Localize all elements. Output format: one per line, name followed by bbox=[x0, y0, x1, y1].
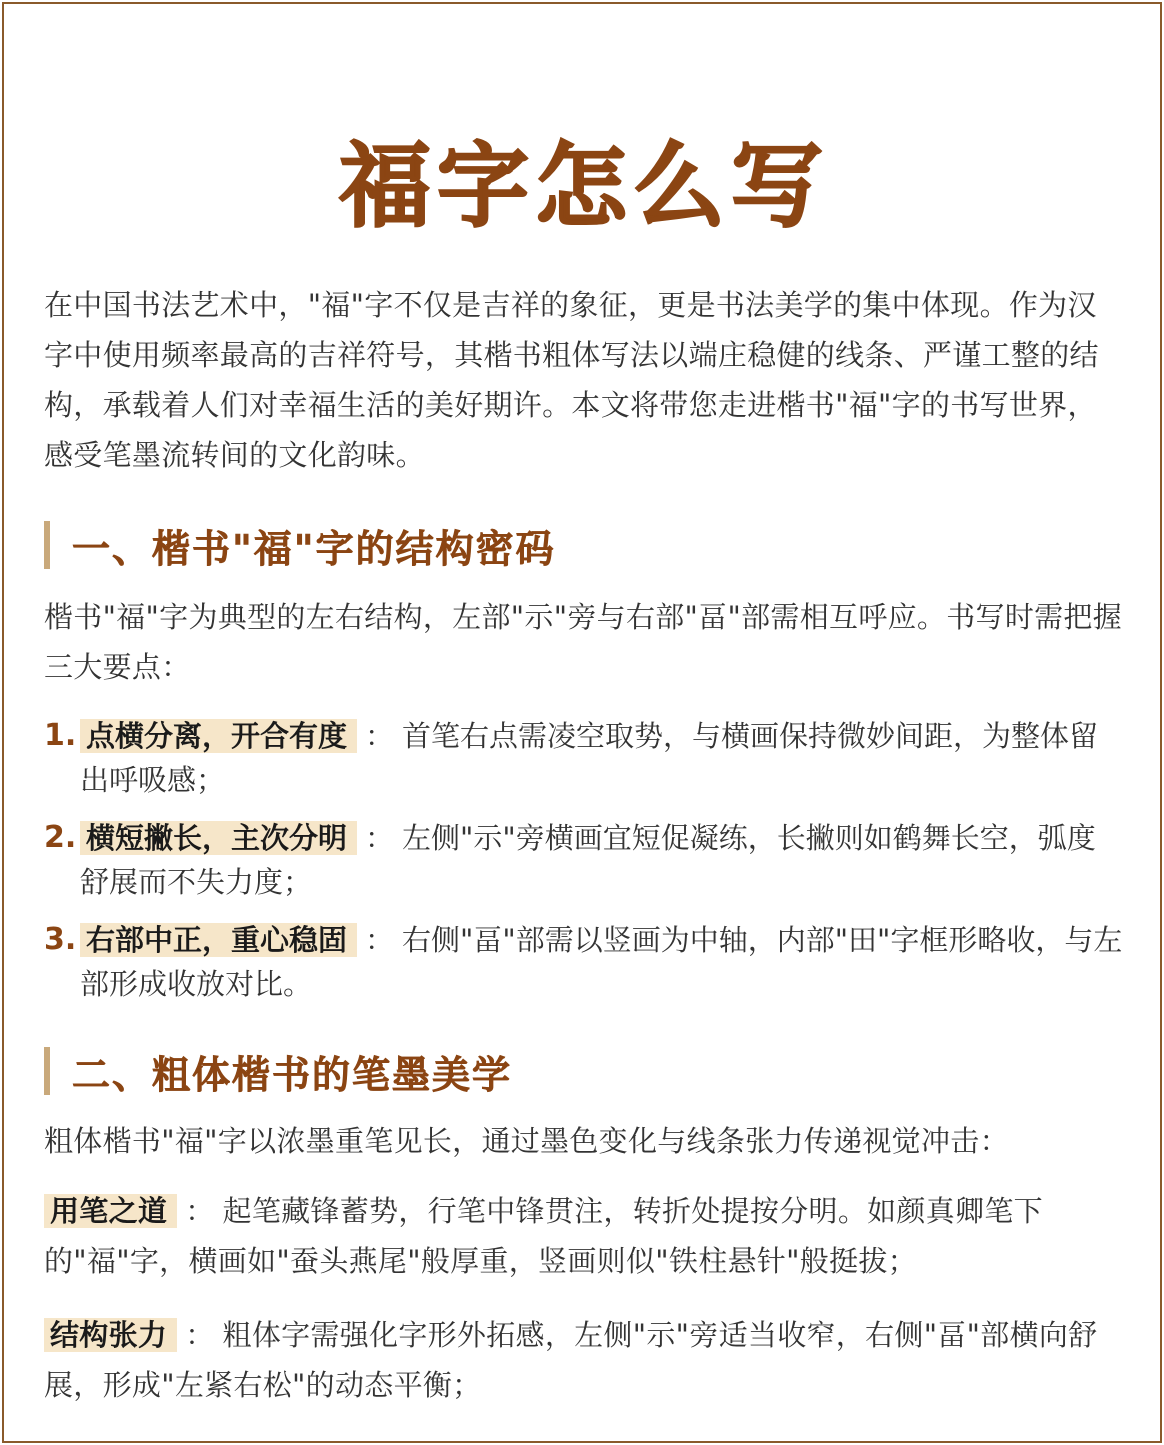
structure-block bbox=[44, 1310, 1124, 1410]
section-1-heading bbox=[44, 520, 1124, 570]
list-item-number: 3. bbox=[44, 922, 77, 957]
list-item bbox=[44, 714, 1124, 802]
section-2-heading bbox=[44, 1046, 1124, 1096]
list-item-text: 左侧"示"旁横画宜短促凝练，长撇则如鹤舞长空，弧度舒展而不失力度； bbox=[80, 821, 1096, 899]
section-1-title: 一、楷书"福"字的结构密码 bbox=[72, 526, 556, 571]
list-item-text: 右侧"畐"部需以竖画为中轴，内部"田"字框形略收，与左部形成收放对比。 bbox=[80, 923, 1123, 1001]
technique-separator: ： bbox=[185, 1194, 215, 1228]
list-item-body bbox=[80, 816, 1124, 904]
section-1-paragraph: 楷书"福"字为典型的左右结构，左部"示"旁与右部"畐"部需相互呼应。书写时需把握三大要点： bbox=[44, 600, 1123, 684]
technique-label: 用笔之道 bbox=[44, 1194, 177, 1228]
section-1-bar bbox=[44, 521, 50, 569]
technique-text: 起笔藏锋蓄势，行笔中锋贯注，转折处提按分明。如颜真卿笔下的"福"字，横画如"蚕头燕尾"般厚重，竖画则似"铁柱悬针"般挺拔； bbox=[44, 1194, 1043, 1278]
structure-label: 结构张力 bbox=[44, 1318, 177, 1352]
structure-separator: ： bbox=[185, 1318, 215, 1352]
list-item-body bbox=[80, 918, 1124, 1006]
list-item-label: 点横分离，开合有度 bbox=[80, 719, 357, 753]
list-item-body bbox=[80, 714, 1124, 802]
page-title: 福字怎么写 bbox=[338, 133, 829, 240]
section-2-paragraph: 粗体楷书"福"字以浓墨重笔见长，通过墨色变化与线条张力传递视觉冲击： bbox=[44, 1124, 1009, 1158]
intro-paragraph: 在中国书法艺术中，"福"字不仅是吉祥的象征，更是书法美学的集中体现。作为汉字中使用频率最高的吉祥符号，其楷书粗体写法以端庄稳健的线条、严谨工整的结构，承载着人们对幸福生活的美好期许。本文将带您走进楷书"福"字的书写世界，感受笔墨流转间的文化韵味。 bbox=[44, 288, 1099, 472]
article bbox=[44, 4, 1124, 1410]
list-item-separator: ： bbox=[365, 821, 395, 855]
list-item-separator: ： bbox=[365, 719, 395, 753]
structure-text: 粗体字需强化字形外拓感，左侧"示"旁适当收窄，右侧"畐"部横向舒展，形成"左紧右松"的动态平衡； bbox=[44, 1318, 1098, 1402]
list-item-label: 右部中正，重心稳固 bbox=[80, 923, 357, 957]
section-2-bar bbox=[44, 1047, 50, 1095]
section-2-title: 二、粗体楷书的笔墨美学 bbox=[72, 1052, 513, 1097]
list-item-label: 横短撇长，主次分明 bbox=[80, 821, 357, 855]
list-item-separator: ： bbox=[365, 923, 395, 957]
technique-block bbox=[44, 1186, 1124, 1286]
list-item-number: 1. bbox=[44, 718, 77, 753]
key-points-list bbox=[44, 714, 1124, 1006]
list-item-number: 2. bbox=[44, 820, 77, 855]
page-frame bbox=[2, 2, 1162, 1443]
list-item-text: 首笔右点需凌空取势，与横画保持微妙间距，为整体留出呼吸感； bbox=[80, 719, 1099, 797]
list-item bbox=[44, 918, 1124, 1006]
list-item bbox=[44, 816, 1124, 904]
